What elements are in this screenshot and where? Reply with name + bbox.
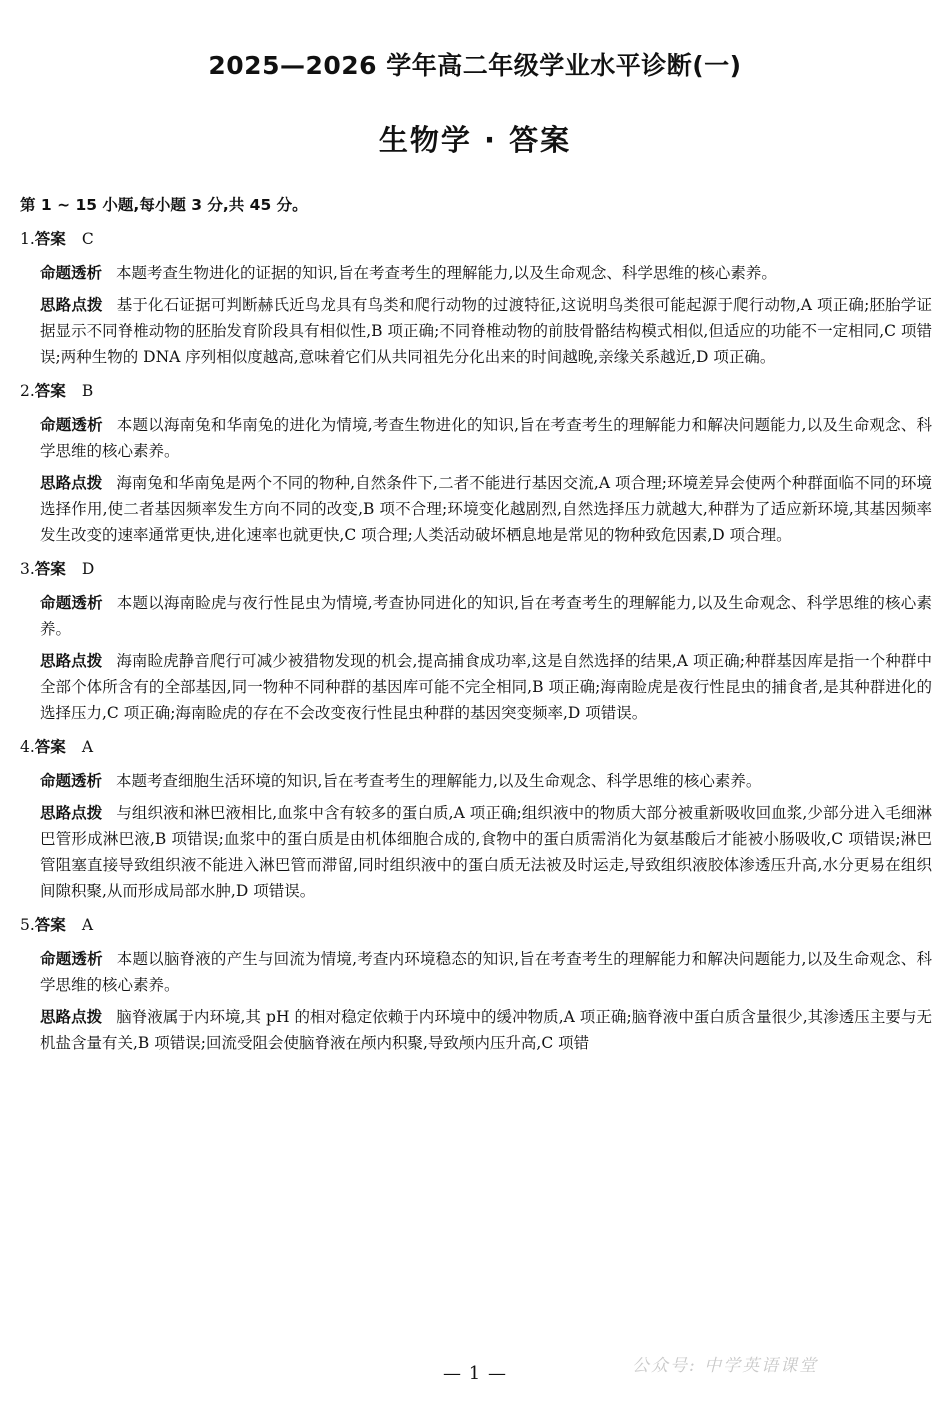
answer-line (20, 376, 932, 406)
answer-value: A (81, 916, 94, 934)
hint-paragraph (40, 292, 932, 370)
document-subtitle: 生物学 · 答案 (378, 123, 572, 157)
hint-label: 思路点拨 (40, 474, 103, 492)
question-5 (20, 910, 932, 1056)
hint-paragraph (40, 470, 932, 548)
question-number: 3. (20, 560, 35, 578)
answer-value: B (81, 382, 94, 400)
question-4 (20, 732, 932, 904)
question-number: 4. (20, 738, 35, 756)
hint-label: 思路点拨 (40, 296, 103, 314)
analysis-label: 命题透析 (40, 594, 103, 612)
hint-text: 基于化石证据可判断赫氏近鸟龙具有鸟类和爬行动物的过渡特征,这说明鸟类很可能起源于爬行动物,A 项正确;胚胎学证据显示不同脊椎动物的胚胎发育阶段具有相似性,B 项正确;不同脊椎动物的前肢骨骼结构模式相似,但适应的功能不一定相同,C 项错误;两种生物的 DNA 序列相似度越高,意味着它们从共同祖先分化出来的时间越晚,亲缘关系越近,D 项正确。 (40, 296, 932, 366)
analysis-text: 本题考查细胞生活环境的知识,旨在考查考生的理解能力,以及生命观念、科学思维的核心素养。 (116, 772, 762, 790)
analysis-text: 本题以海南兔和华南兔的进化为情境,考查生物进化的知识,旨在考查考生的理解能力和解决问题能力,以及生命观念、科学思维的核心素养。 (40, 416, 932, 460)
hint-text: 海南睑虎静音爬行可减少被猎物发现的机会,提高捕食成功率,这是自然选择的结果,A 项正确;种群基因库是指一个种群中全部个体所含有的全部基因,同一物种不同种群的基因库可能不完全相同,B 项正确;海南睑虎是夜行性昆虫的捕食者,是其种群进化的选择压力,C 项正确;海南睑虎的存在不会改变夜行性昆虫种群的基因突变频率,D 项错误。 (40, 652, 932, 722)
hint-paragraph (40, 648, 932, 726)
analysis-label: 命题透析 (40, 416, 103, 434)
answer-label: 答案 (34, 230, 66, 248)
hint-text: 海南兔和华南兔是两个不同的物种,自然条件下,二者不能进行基因交流,A 项合理;环境差异会使两个种群面临不同的环境选择作用,使二者基因频率发生方向不同的改变,B 项不合理;环境变化越剧烈,自然选择压力就越大,种群为了适应新环境,其基因频率发生改变的速率通常更快,进化速率也就更快,C 项合理;人类活动破坏栖息地是常见的物种致危因素,D 项合理。 (40, 474, 932, 544)
question-number: 1. (20, 230, 35, 248)
hint-text: 与组织液和淋巴液相比,血浆中含有较多的蛋白质,A 项正确;组织液中的物质大部分被重新吸收回血浆,少部分进入毛细淋巴管形成淋巴液,B 项错误;血浆中的蛋白质是由机体细胞合成的,食物中的蛋白质需消化为氨基酸后才能被小肠吸收,C 项错误;淋巴管阻塞直接导致组织液不能进入淋巴管而滞留,同时组织液中的蛋白质无法被及时运走,导致组织液胶体渗透压升高,水分更易在组织间隙积聚,从而形成局部水肿,D 项错误。 (40, 804, 932, 900)
hint-label: 思路点拨 (40, 804, 103, 822)
analysis-text: 本题以海南睑虎与夜行性昆虫为情境,考查协同进化的知识,旨在考查考生的理解能力,以及生命观念、科学思维的核心素养。 (40, 594, 932, 638)
page-number: — 1 — (443, 1363, 507, 1384)
answer-line (20, 732, 932, 762)
question-1 (20, 224, 932, 370)
question-2 (20, 376, 932, 548)
analysis-paragraph (40, 946, 932, 998)
section-intro: 第 1 ~ 15 小题,每小题 3 分,共 45 分。 (20, 196, 308, 214)
answer-value: C (81, 230, 94, 248)
hint-text: 脑脊液属于内环境,其 pH 的相对稳定依赖于内环境中的缓冲物质,A 项正确;脑脊液中蛋白质含量很少,其渗透压主要与无机盐含量有关,B 项错误;回流受阻会使脑脊液在颅内积聚,导致颅内压升高,C 项错 (40, 1008, 932, 1052)
watermark: 公众号: 中学英语课堂 (632, 1356, 819, 1376)
answer-value: A (81, 738, 94, 756)
hint-label: 思路点拨 (40, 1008, 103, 1026)
analysis-label: 命题透析 (40, 950, 103, 968)
answer-value: D (81, 560, 95, 578)
answer-line (20, 224, 932, 254)
hint-paragraph (40, 1004, 932, 1056)
answer-content (20, 190, 932, 1062)
analysis-paragraph (40, 412, 932, 464)
analysis-paragraph (40, 260, 932, 286)
answer-label: 答案 (34, 560, 66, 578)
analysis-paragraph (40, 590, 932, 642)
analysis-label: 命题透析 (40, 264, 103, 282)
analysis-label: 命题透析 (40, 772, 103, 790)
answer-line (20, 910, 932, 940)
answer-label: 答案 (34, 916, 66, 934)
analysis-text: 本题考查生物进化的证据的知识,旨在考查考生的理解能力,以及生命观念、科学思维的核心素养。 (116, 264, 777, 282)
question-number: 5. (20, 916, 35, 934)
answer-line (20, 554, 932, 584)
analysis-text: 本题以脑脊液的产生与回流为情境,考查内环境稳态的知识,旨在考查考生的理解能力和解决问题能力,以及生命观念、科学思维的核心素养。 (40, 950, 932, 994)
hint-label: 思路点拨 (40, 652, 103, 670)
analysis-paragraph (40, 768, 932, 794)
document-title: 2025—2026 学年高二年级学业水平诊断(一) (208, 51, 742, 80)
answer-label: 答案 (34, 382, 66, 400)
hint-paragraph (40, 800, 932, 904)
answer-label: 答案 (34, 738, 66, 756)
question-3 (20, 554, 932, 726)
question-number: 2. (20, 382, 35, 400)
